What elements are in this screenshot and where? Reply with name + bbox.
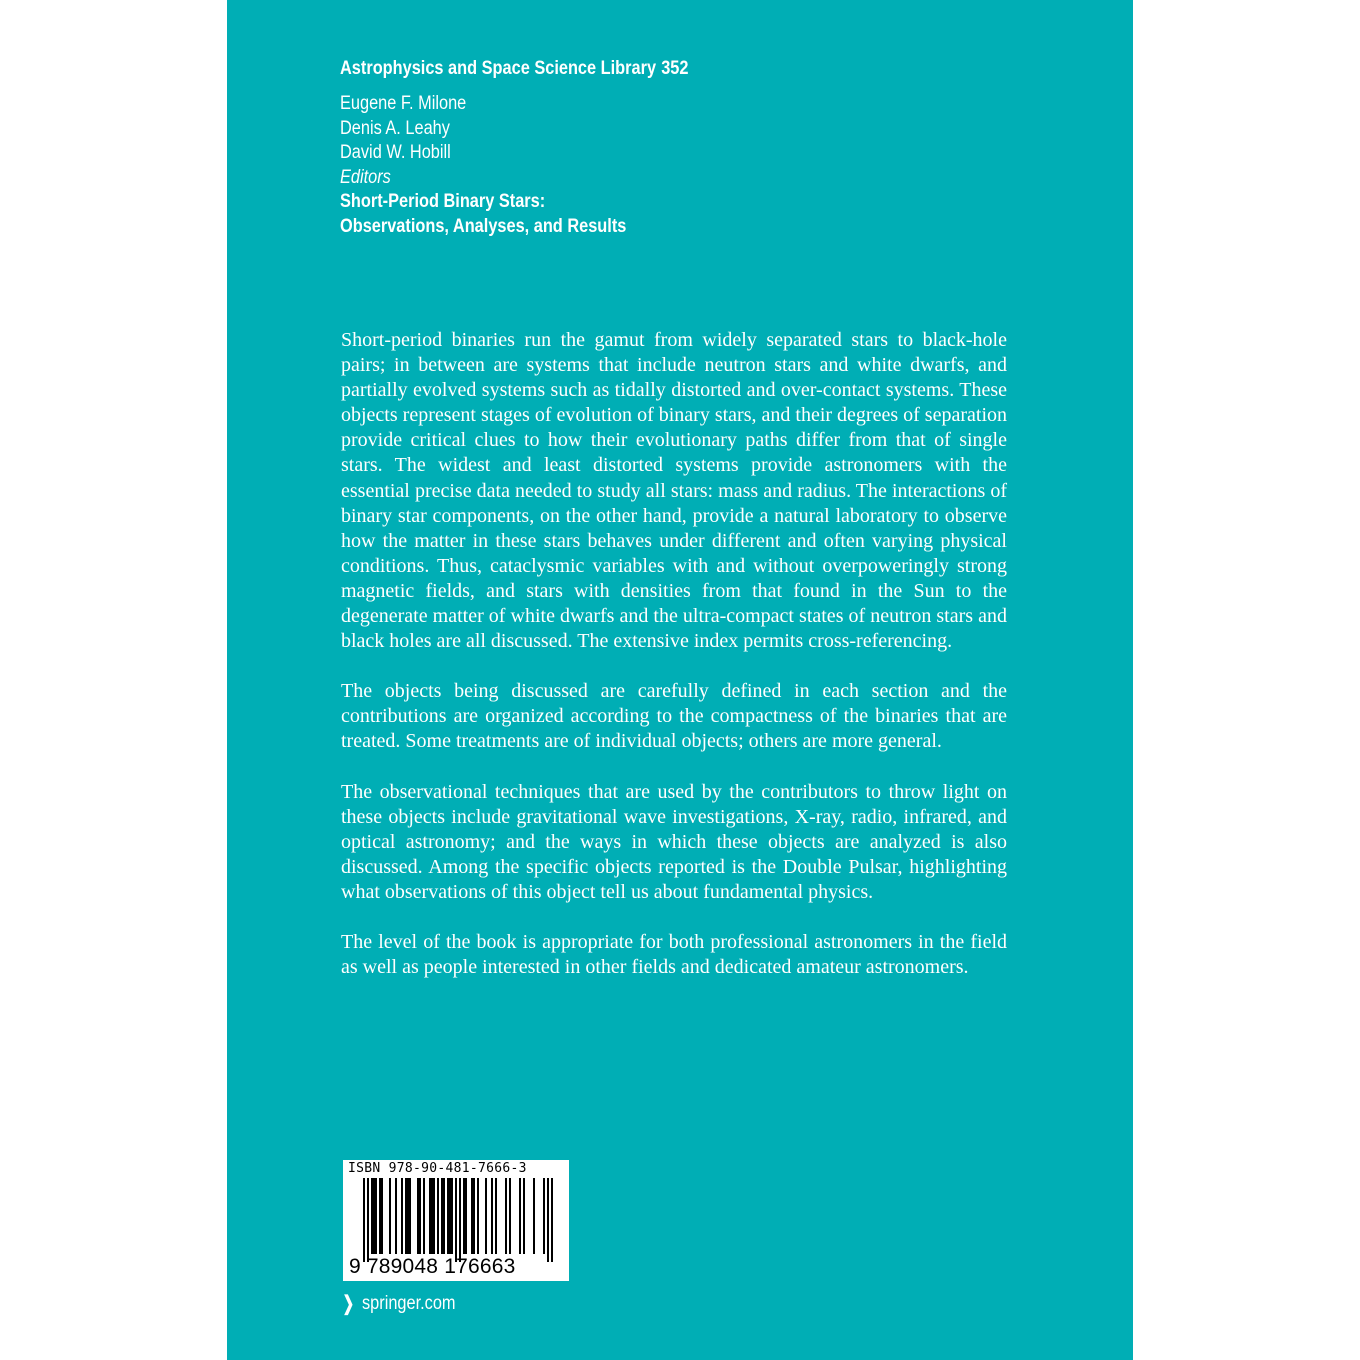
barcode-bar bbox=[407, 1178, 409, 1254]
barcode-bar bbox=[381, 1178, 383, 1254]
barcode-bar bbox=[379, 1178, 381, 1254]
book-description bbox=[341, 328, 1007, 1005]
description-paragraph: The observational techniques that are used by the contributors to throw light on these objects include gravitational wave investigations, X-ray, radio, infrared, and optical astronomy; and the ways in which these objects are analyzed is also discussed. Among the specific objects reported is the Double Pulsar, highlighting what observations of this object tell us about fundamental physics. bbox=[341, 780, 1007, 903]
chevron-right-icon: ❯ bbox=[342, 1293, 355, 1315]
barcode-bar bbox=[543, 1178, 545, 1254]
isbn-barcode bbox=[343, 1160, 569, 1281]
editor-name: Eugene F. Milone bbox=[340, 93, 467, 114]
barcode-bar bbox=[373, 1178, 375, 1254]
barcode-bar bbox=[519, 1178, 521, 1254]
barcode-bar bbox=[423, 1178, 425, 1254]
barcode-bar bbox=[465, 1178, 467, 1254]
barcode-bar bbox=[485, 1178, 487, 1254]
book-title-line-2: Observations, Analyses, and Results bbox=[340, 215, 627, 237]
barcode-bar bbox=[459, 1178, 461, 1262]
description-paragraph: The level of the book is appropriate for both professional astronomers in the field as well as people interested in other fields and dedicated amateur astronomers. bbox=[341, 930, 1007, 979]
barcode-bar bbox=[389, 1178, 391, 1254]
book-title-line-1: Short-Period Binary Stars: bbox=[340, 191, 546, 213]
barcode-bar bbox=[395, 1178, 397, 1254]
barcode-bar bbox=[471, 1178, 473, 1254]
editor-name: Denis A. Leahy bbox=[340, 117, 450, 139]
barcode-bar bbox=[495, 1178, 497, 1254]
barcode-bar bbox=[505, 1178, 507, 1254]
barcode-bar bbox=[477, 1178, 479, 1254]
barcode-bar bbox=[443, 1178, 445, 1254]
barcode-bar bbox=[437, 1178, 439, 1254]
barcode-bar bbox=[367, 1178, 369, 1262]
barcode-bar bbox=[429, 1178, 431, 1254]
barcode-bar bbox=[375, 1178, 377, 1254]
series-number: 352 bbox=[661, 58, 689, 79]
ean-number: 9 789048 176663 bbox=[349, 1255, 516, 1278]
barcode-bar bbox=[441, 1178, 443, 1254]
description-paragraph: The objects being discussed are carefully defined in each section and the contributions are organized according to the compactness of the binaries that are treated. Some treatments are of individual objects; others are more general. bbox=[341, 680, 1007, 753]
barcode-bar bbox=[431, 1178, 433, 1254]
series-line bbox=[340, 56, 688, 82]
barcode-bar bbox=[491, 1178, 493, 1254]
isbn-label: ISBN 978-90-481-7666-3 bbox=[348, 1161, 527, 1176]
barcode-bar bbox=[509, 1178, 511, 1254]
barcode-bar bbox=[463, 1178, 465, 1254]
publisher-url: springer.com bbox=[361, 1292, 456, 1314]
description-paragraph: Short-period binaries run the gamut from widely separated stars to black-hole pairs; in between are systems that include neutron stars and white dwarfs, and partially evolved systems such as tidally distorted and over-contact systems. These objects represent stages of evolution of binary stars, and their degrees of separation provide critical clues to how their evolutionary paths differ from that of single stars. The widest and least distorted systems provide astronomers with the essential precise data needed to study all stars: mass and radius. The interactions of binary star components, on the other hand, provide a natural laboratory to observe how the matter in these stars behaves under different and often varying physical conditions. Thus, cataclysmic variables with and without overpoweringly strong magnetic fields, and stars with densities from that found in the Sun to the degenerate matter of white dwarfs and the ultra-compact states of neutron stars and black holes are all discussed. The extensive index permits cross-referencing. bbox=[341, 329, 1007, 653]
barcode-bar bbox=[417, 1178, 419, 1254]
barcode-bar bbox=[419, 1178, 421, 1254]
barcode-bar bbox=[547, 1178, 549, 1262]
barcode-bar bbox=[363, 1178, 365, 1262]
barcode-bar bbox=[449, 1178, 451, 1254]
barcode-bar bbox=[447, 1178, 449, 1254]
editors-label: Editors bbox=[340, 166, 391, 188]
publisher-link[interactable] bbox=[340, 1291, 471, 1316]
barcode-bar bbox=[533, 1178, 535, 1254]
barcode-bar bbox=[451, 1178, 453, 1254]
barcode-bar bbox=[455, 1178, 457, 1262]
barcode-bar bbox=[405, 1178, 407, 1254]
barcode-bar bbox=[473, 1178, 475, 1254]
barcode-bar bbox=[371, 1178, 373, 1254]
editor-name: David W. Hobill bbox=[340, 142, 451, 164]
barcode-bar bbox=[401, 1178, 403, 1254]
barcode-bar bbox=[433, 1178, 435, 1254]
barcode-bar bbox=[551, 1178, 553, 1262]
series-name: Astrophysics and Space Science Library bbox=[340, 58, 657, 79]
barcode-bar bbox=[409, 1178, 411, 1254]
cover-header bbox=[340, 56, 745, 240]
barcode-bar bbox=[523, 1178, 525, 1254]
